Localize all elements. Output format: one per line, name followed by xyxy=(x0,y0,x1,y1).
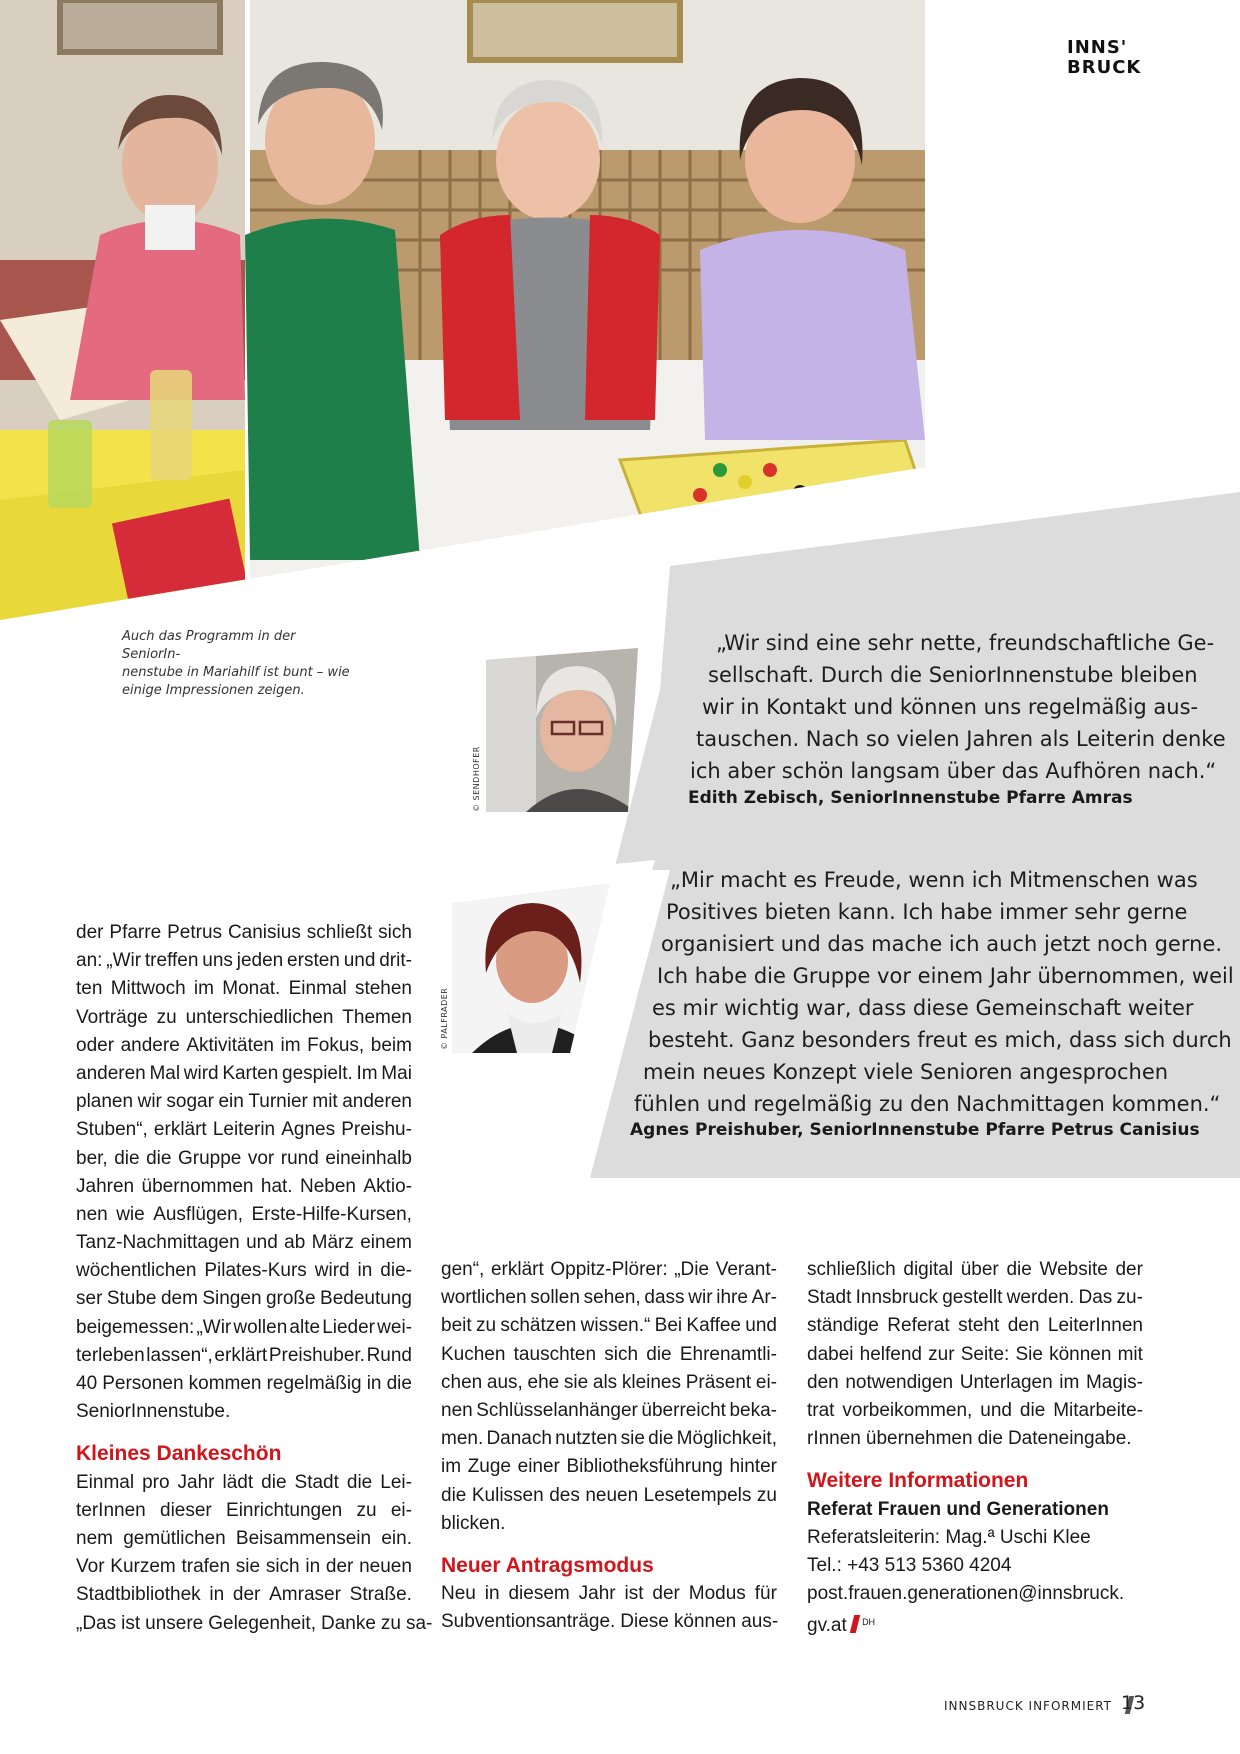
quote-line: Positives bieten kann. Ich habe immer sehr gerne xyxy=(666,900,1188,924)
text-line: „Das ist unsere Gelegenheit, Danke zu sa- xyxy=(76,1612,433,1634)
paragraph xyxy=(76,919,412,1426)
quote-line: es mir wichtig war, dass diese Gemeinschaft weiter xyxy=(652,996,1194,1020)
text-line: beit zu schätzen wissen.“ Bei Kaffee und xyxy=(441,1315,777,1337)
text-line: Vor Kurzem trafen sie sich in der neuen xyxy=(76,1556,412,1578)
text-line: ber, die die Gruppe vor rund eineinhalb xyxy=(76,1147,412,1169)
text-line: blicken. xyxy=(441,1512,506,1534)
quote-line: tauschen. Nach so vielen Jahren als Leiterin denke xyxy=(696,727,1226,751)
logo-line-2: BRUCK xyxy=(1067,57,1142,78)
text-line: anderen Mal wird Karten gespielt. Im Mai xyxy=(76,1062,412,1084)
text-line: Neu in diesem Jahr ist der Modus für xyxy=(441,1583,777,1605)
portrait-agnes-preishuber xyxy=(452,883,610,1053)
article-column-3 xyxy=(807,1256,1143,1640)
article-column-1 xyxy=(76,919,433,1638)
page-number: 13 xyxy=(1121,1692,1146,1714)
quote-edith-zebisch xyxy=(690,627,1230,787)
text-line: ständige Referat steht den LeiterInnen xyxy=(807,1315,1143,1337)
quote-line: Ich habe die Gruppe vor einem Jahr übernommen, weil xyxy=(657,964,1234,988)
text-line: beigemessen: „Wir wollen alte Lieder wei- xyxy=(76,1316,412,1338)
text-line: Tanz-Nachmittagen und ab März einem xyxy=(76,1232,412,1254)
contact-phone[interactable]: Tel.: +43 513 5360 4204 xyxy=(807,1554,1012,1576)
text-line: rInnen übernehmen die Dateneingabe. xyxy=(807,1428,1132,1450)
text-line: Vorträge zu unterschiedlichen Themen xyxy=(76,1006,412,1028)
section-heading-antragsmodus: Neuer Antragsmodus xyxy=(441,1553,654,1577)
footer-title: INNSBRUCK INFORMIERT xyxy=(944,1699,1112,1713)
author-signature: DH xyxy=(862,1616,876,1627)
text-line: die Kulissen des neuen Lesetempels zu xyxy=(441,1484,777,1506)
article-column-2 xyxy=(441,1256,777,1636)
text-line: planen wir sogar ein Turnier mit anderen xyxy=(76,1091,412,1113)
text-line: an: „Wir treffen uns jeden ersten und drit- xyxy=(76,950,412,972)
contact-department: Referat Frauen und Generationen xyxy=(807,1498,1109,1520)
section-heading-dankeschoen: Kleines Dankeschön xyxy=(76,1442,282,1466)
paragraph xyxy=(441,1580,777,1636)
paragraph xyxy=(807,1256,1143,1453)
caption-line: nenstube in Mariahilf ist bunt – wie xyxy=(122,665,350,680)
quote-line: besteht. Ganz besonders freut es mich, dass sich durch xyxy=(648,1028,1232,1052)
quote-line: ich aber schön langsam über das Aufhören nach.“ xyxy=(690,759,1217,783)
text-line: Stuben“, erklärt Leiterin Agnes Preishu- xyxy=(76,1119,412,1141)
photo-credit: © PALFRADER xyxy=(440,987,449,1050)
quote-line: sellschaft. Durch die SeniorInnenstube bleiben xyxy=(708,663,1198,687)
caption-line: Auch das Programm in der SeniorIn- xyxy=(122,629,296,662)
text-line: chen aus, ehe sie als kleines Präsent ei- xyxy=(441,1371,777,1393)
text-line: im Zuge einer Bibliotheksführung hinter xyxy=(441,1456,777,1478)
text-line: terleben lassen“, erklärt Preishuber. Rund xyxy=(76,1344,412,1366)
text-line: Stadtbibliothek in der Amraser Straße. xyxy=(76,1584,412,1606)
contact-email[interactable]: post.frauen.generationen@innsbruck. xyxy=(807,1582,1125,1604)
paragraph xyxy=(441,1256,777,1538)
text-line: schließlich digital über die Website der xyxy=(807,1259,1143,1280)
section-heading-informationen: Weitere Informationen xyxy=(807,1469,1029,1493)
text-line: Kuchen tauschten sich die Ehrenamtli- xyxy=(441,1343,777,1365)
quote-line: fühlen und regelmäßig zu den Nachmittagen kommen.“ xyxy=(634,1092,1221,1116)
logo-line-1: INNS' xyxy=(1067,37,1128,58)
photo-credit: © SENDHOFER xyxy=(472,746,481,812)
text-line: gen“, erklärt Oppitz-Plörer: „Die Verant- xyxy=(441,1259,777,1280)
text-line: Stadt Innsbruck gestellt werden. Das zu- xyxy=(807,1287,1143,1309)
text-line: wortlichen sollen sehen, dass wir ihre Ar- xyxy=(441,1287,777,1309)
contact-email-domain[interactable]: gv.at xyxy=(807,1614,847,1636)
text-line: terInnen dieser Einrichtungen zu ei- xyxy=(76,1499,412,1521)
text-line: dabei helfend zur Seite: Sie können mit xyxy=(807,1343,1143,1365)
portrait-edith-zebisch xyxy=(486,648,638,812)
quote-attribution: Edith Zebisch, SeniorInnenstube Pfarre Amras xyxy=(688,788,1133,808)
quote-line: wir in Kontakt und können uns regelmäßig aus- xyxy=(702,695,1199,719)
contact-head: Referatsleiterin: Mag.ª Uschi Klee xyxy=(807,1526,1091,1548)
paragraph xyxy=(76,1469,433,1638)
text-line: men. Danach nutzten sie die Möglichkeit, xyxy=(441,1428,777,1450)
contact-email-end xyxy=(807,1608,1143,1640)
text-line: Subventionsanträge. Diese können aus- xyxy=(441,1611,779,1633)
quote-line: mein neues Konzept viele Senioren angesprochen xyxy=(643,1060,1169,1084)
quote-attribution: Agnes Preishuber, SeniorInnenstube Pfarre Petrus Canisius xyxy=(630,1120,1200,1140)
text-line: wöchentlichen Pilates-Kurs wird in die- xyxy=(76,1260,412,1282)
text-line: ser Stube dem Singen große Bedeutung xyxy=(76,1288,412,1310)
text-line: SeniorInnenstube. xyxy=(76,1401,231,1423)
caption-line: einige Impressionen zeigen. xyxy=(122,683,305,698)
quote-line: organisiert und das mache ich auch jetzt noch gerne. xyxy=(661,932,1223,956)
text-line: nen wie Ausflügen, Erste-Hilfe-Kursen, xyxy=(76,1203,412,1225)
text-line: ten Mittwoch im Monat. Einmal stehen xyxy=(76,978,412,1000)
quote-line: „Wir sind eine sehr nette, freundschaftliche Ge- xyxy=(716,631,1215,655)
quote-agnes-preishuber xyxy=(630,864,1234,1120)
text-line: Einmal pro Jahr lädt die Stadt die Lei- xyxy=(76,1471,412,1493)
end-mark-icon xyxy=(850,1615,860,1633)
text-line: 40 Personen kommen regelmäßig in die xyxy=(76,1373,412,1394)
text-line: der Pfarre Petrus Canisius schließt sich xyxy=(76,922,412,943)
text-line: den notwendigen Unterlagen im Magis- xyxy=(807,1371,1143,1393)
footer-publication xyxy=(944,1696,1132,1714)
text-line: Jahren übernommen hat. Neben Aktio- xyxy=(76,1175,412,1197)
text-line: oder andere Aktivitäten im Fokus, beim xyxy=(76,1034,412,1056)
text-line: trat vorbeikommen, und die Mitarbeite- xyxy=(807,1399,1143,1421)
text-line: nem gemütlichen Beisammensein ein. xyxy=(76,1527,412,1549)
text-line: nen Schlüsselanhänger überreicht beka- xyxy=(441,1399,777,1421)
quote-line: „Mir macht es Freude, wenn ich Mitmenschen was xyxy=(670,868,1198,892)
